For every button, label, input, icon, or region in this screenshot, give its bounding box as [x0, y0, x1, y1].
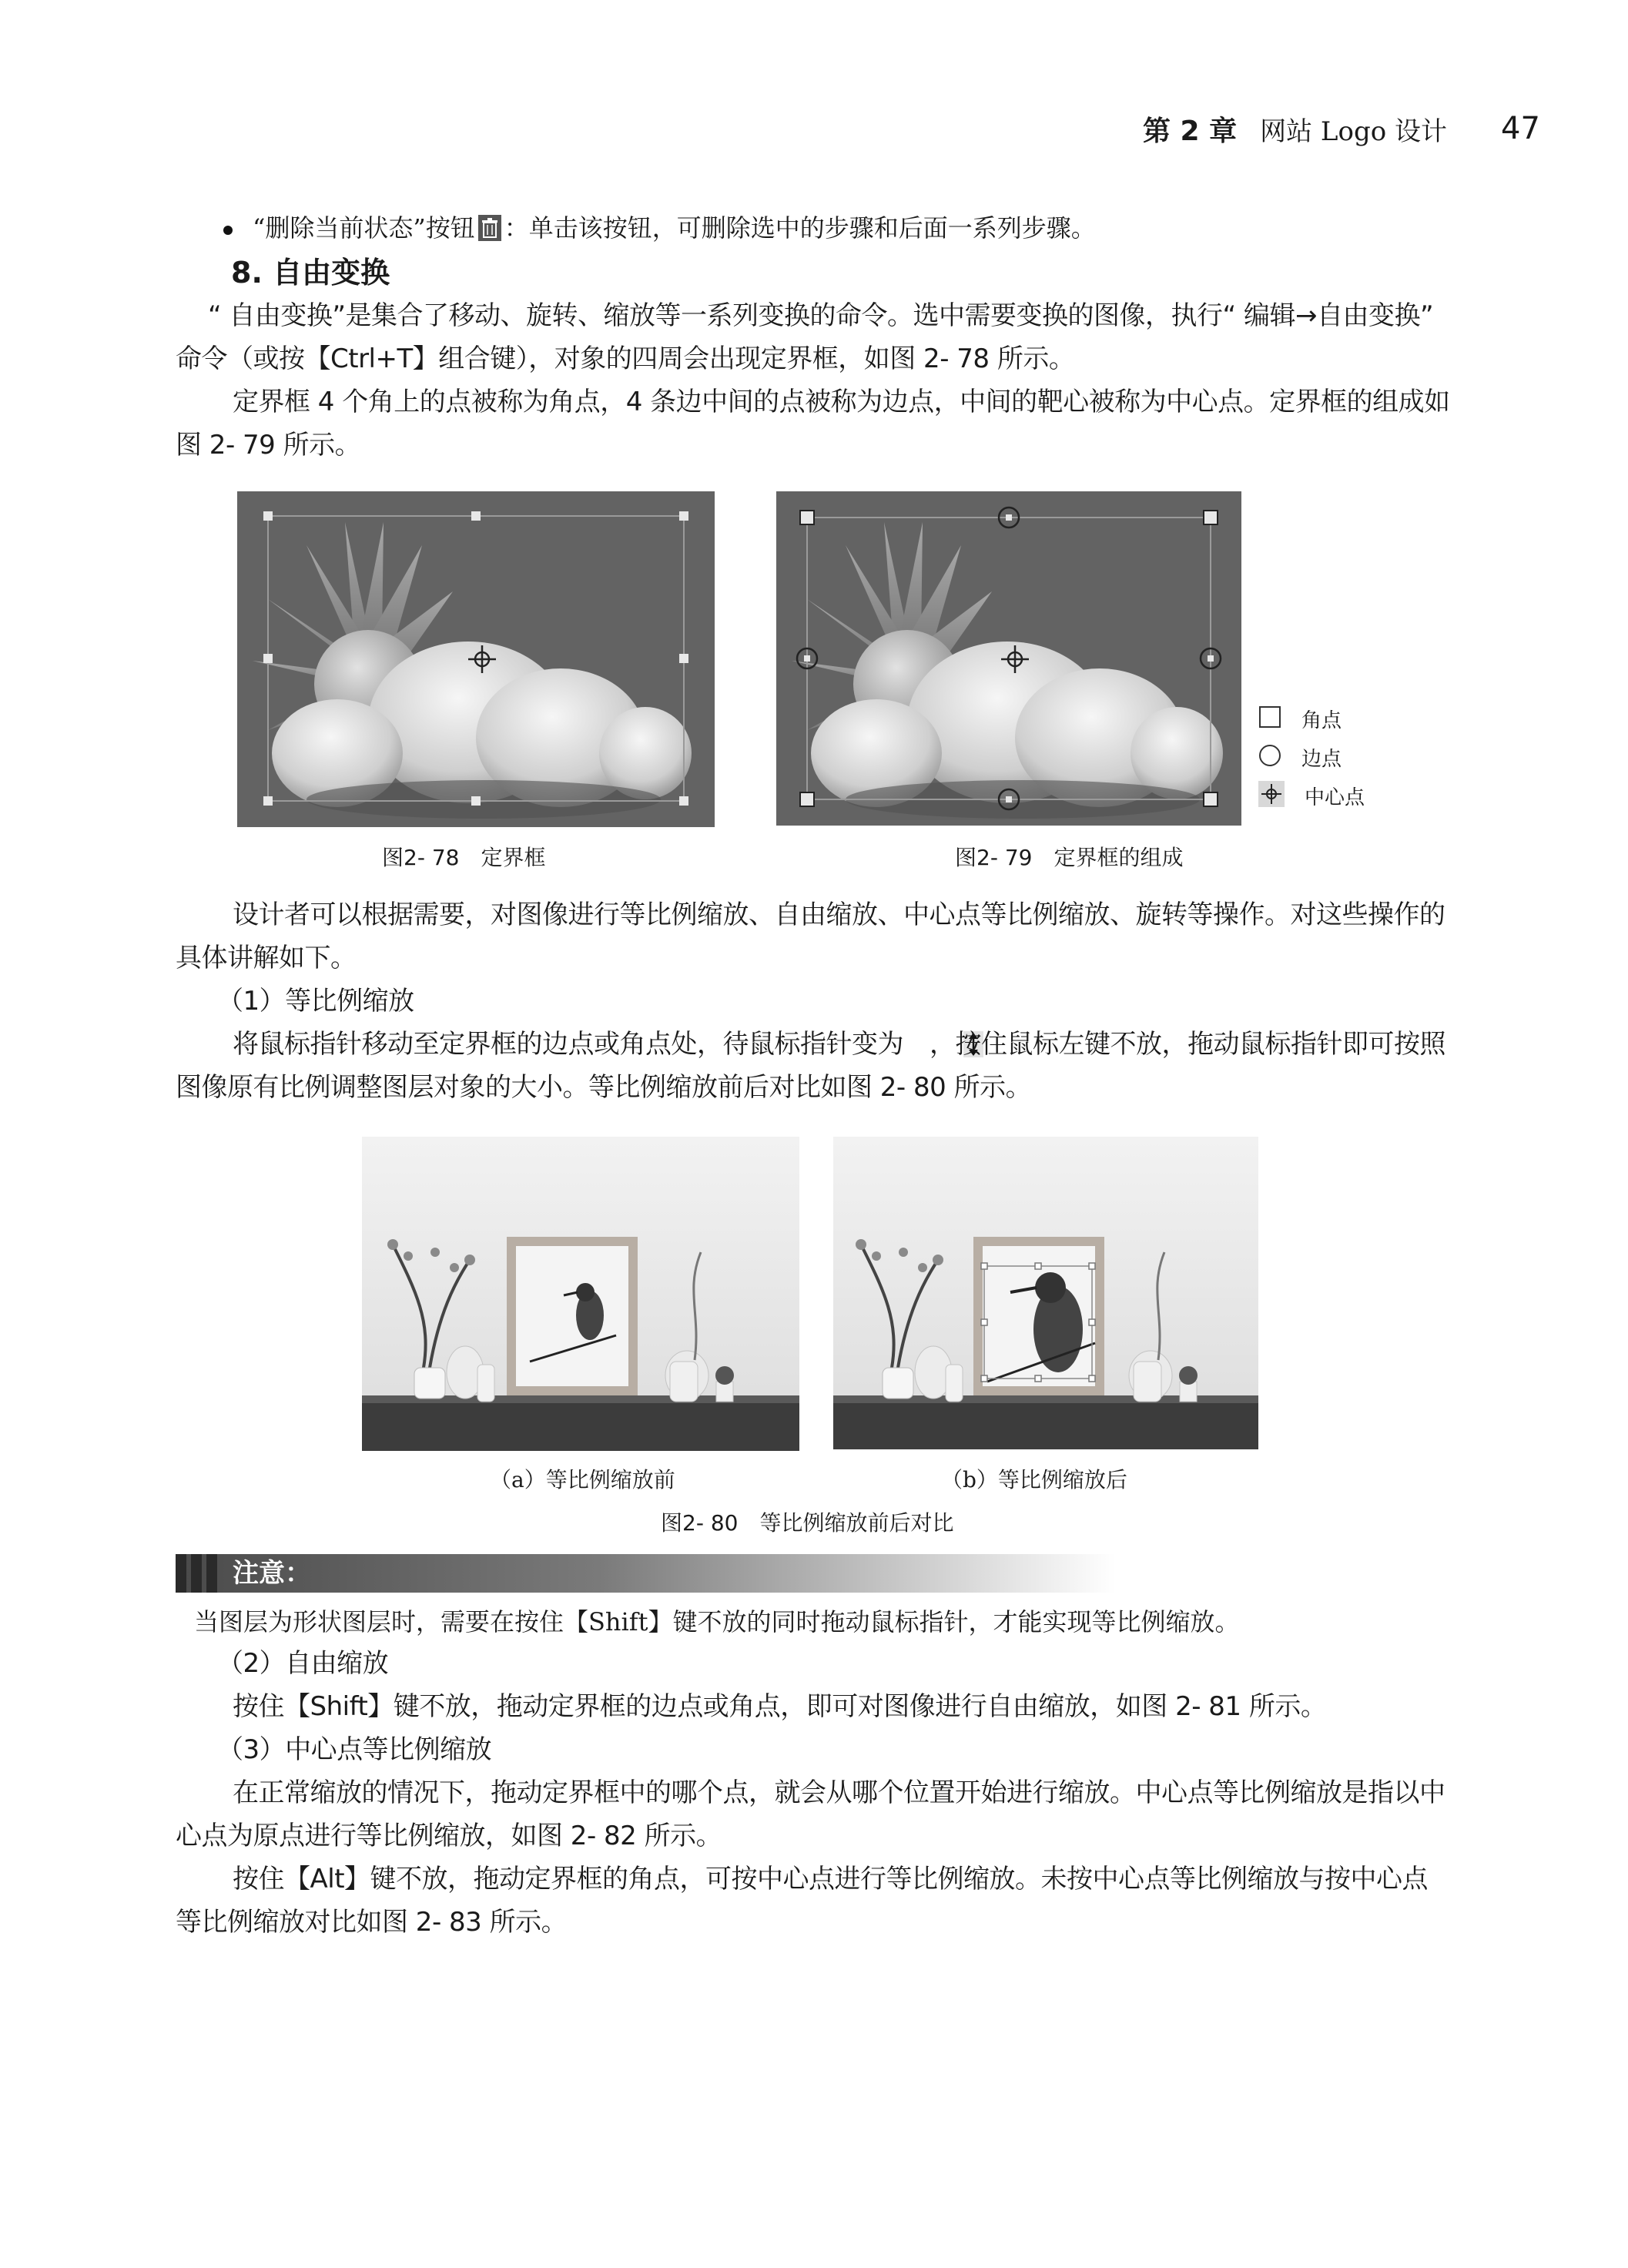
- figure-78-image: [237, 491, 715, 827]
- chapter-label: 第 2 章: [1143, 115, 1238, 147]
- bullet-label: “删除当前状态”按钮: [253, 213, 475, 243]
- paragraph-2: 定界框 4 个角上的点被称为角点，4 条边中间的点被称为边点，中间的靶心被称为中心点。定界框的组成如图 2- 79 所示。: [176, 387, 1450, 461]
- paragraph-7: 按住【Alt】键不放，拖动定界框的角点，可按中心点进行等比例缩放。未按中心点等比例缩放与按中心点等比例缩放对比如图 2- 83 所示。: [176, 1864, 1429, 1938]
- figure-79-legend: [1258, 699, 1365, 815]
- legend-corner-label: 角点: [1301, 709, 1342, 732]
- bullet-text: ：单击该按钮，可删除选中的步骤和后面一系列步骤。: [504, 213, 1096, 243]
- circle-icon: [1258, 744, 1281, 770]
- section-heading: 8. 自由变换: [231, 256, 390, 290]
- note-banner: [176, 1554, 1115, 1593]
- figure-80a-caption: （a）等比例缩放前: [490, 1467, 675, 1492]
- paragraph-5: 按住【Shift】键不放，拖动定界框的边点或角点，即可对图像进行自由缩放，如图 2- 81 所示。: [233, 1691, 1327, 1722]
- paragraph-4-part-a: 将鼠标指针移动至定界框的边点或角点处，待鼠标指针变为: [233, 1029, 903, 1060]
- running-header: [1143, 109, 1543, 148]
- figure-79-image: [776, 491, 1241, 826]
- figure-80-caption: 图2- 80 等比例缩放前后对比: [661, 1510, 954, 1536]
- page-number: 47: [1501, 111, 1540, 146]
- legend-center: [1258, 776, 1365, 815]
- crosshair-icon: [1258, 781, 1285, 810]
- legend-edge: [1258, 738, 1365, 776]
- square-icon: [1258, 705, 1281, 732]
- paragraph-4-part-b: ，按住鼠标左键不放，拖动鼠标指针即可按照图像原有比例调整图层对象的大小。等比例缩放前后对比如图 2- 80 所示。: [176, 1029, 1445, 1103]
- subheading-1: （1）等比例缩放: [217, 986, 414, 1017]
- note-stripes: [176, 1554, 217, 1593]
- figure-78-caption: 图2- 78 定界框: [382, 845, 546, 870]
- bullet-item: [223, 209, 1455, 246]
- paragraph-6: 在正常缩放的情况下，拖动定界框中的哪个点，就会从哪个位置开始进行缩放。中心点等比例缩放是指以中心点为原点进行等比例缩放，如图 2- 82 所示。: [176, 1777, 1445, 1851]
- legend-edge-label: 边点: [1301, 747, 1342, 771]
- subheading-3: （3）中心点等比例缩放: [217, 1734, 492, 1765]
- figure-80b-image: [833, 1137, 1258, 1449]
- note-title: 注意：: [233, 1558, 311, 1589]
- paragraph-3: 设计者可以根据需要，对图像进行等比例缩放、自由缩放、中心点等比例缩放、旋转等操作。对这些操作的具体讲解如下。: [176, 899, 1445, 973]
- subheading-2: （2）自由缩放: [217, 1648, 389, 1679]
- paragraph-4: [176, 1023, 1451, 1109]
- chapter-title: 网站 Logo 设计: [1260, 116, 1448, 147]
- figure-79-caption: 图2- 79 定界框的组成: [955, 845, 1184, 870]
- note-text: 当图层为形状图层时，需要在按住【Shift】键不放的同时拖动鼠标指针，才能实现等比例缩放。: [194, 1607, 1240, 1637]
- bullet-dot: [223, 226, 233, 235]
- trash-icon: [478, 214, 501, 240]
- legend-corner: [1258, 699, 1365, 738]
- legend-center-label: 中心点: [1305, 786, 1365, 809]
- figure-80b-caption: （b）等比例缩放后: [941, 1467, 1127, 1492]
- paragraph-1: “ 自由变换”是集合了移动、旋转、缩放等一系列变换的命令。选中需要变换的图像，执行“ 编辑→自由变换” 命令（或按【Ctrl+T】组合键），对象的四周会出现定界框，如图 2- 78 所示。: [176, 300, 1434, 374]
- figure-80a-image: [362, 1137, 799, 1451]
- resize-cursor-icon: [906, 1027, 926, 1054]
